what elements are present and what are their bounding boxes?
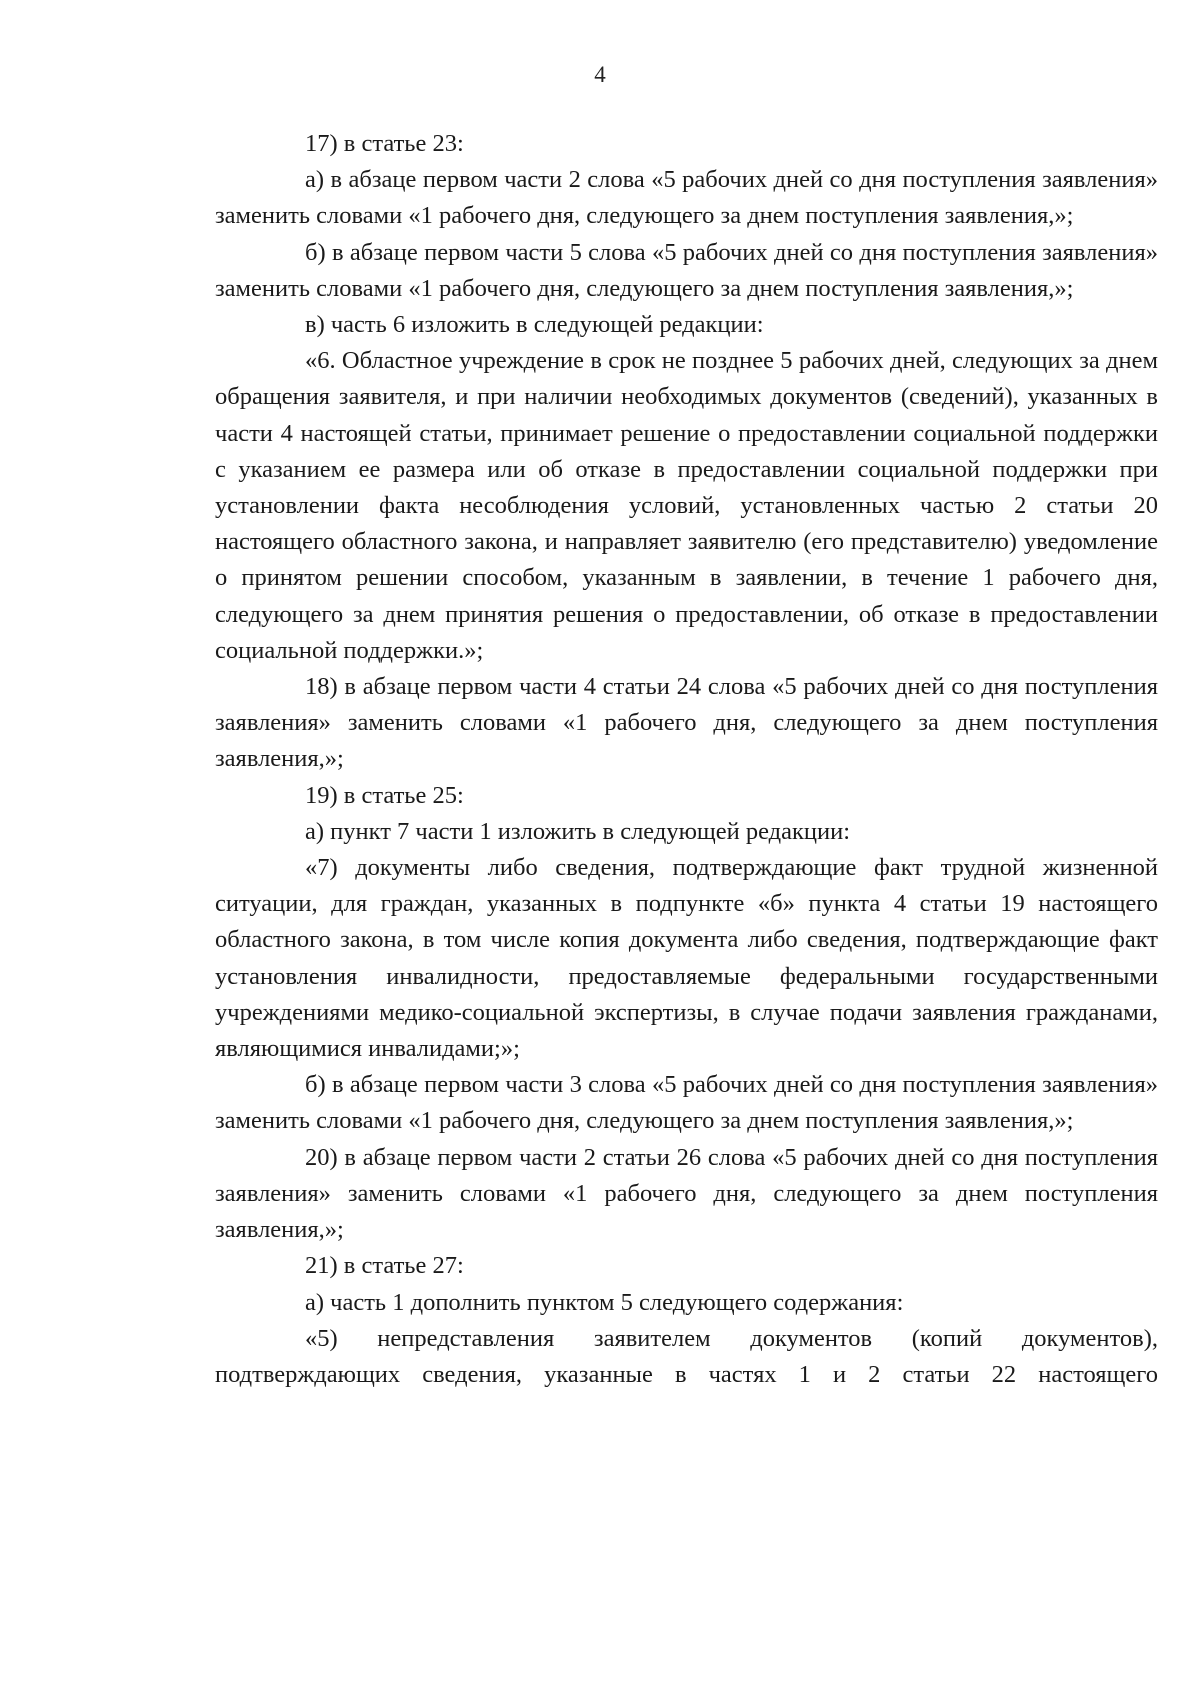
- paragraph-17-b: б) в абзаце первом части 5 слова «5 рабочих дней со дня поступления заявления» заменить словами «1 рабочего дня, следующего за днем поступления заявления,»;: [215, 238, 1158, 302]
- paragraph-item-19: 19) в статье 25:: [305, 781, 464, 809]
- paragraph-part-6-text: «6. Областное учреждение в срок не позднее 5 рабочих дней, следующих за днем обращения заявителя, и при наличии необходимых документов (сведений), указанных в части 4 настоящей статьи, принимает решение о предоставлении социальной поддержки с указанием ее размера или об отказе в предоставлении социальной поддержки при установлении факта несоблюдения условий, установленных частью 2 статьи 20 настоящего областного закона, и направляет заявителю (его представителю) уведомление о принятом решении способом, указанным в заявлении, в течение 1 рабочего дня, следующего за днем принятия решения о предоставлении, об отказе в предоставлении социальной поддержки.»;: [215, 347, 1158, 664]
- paragraph-17-a: а) в абзаце первом части 2 слова «5 рабочих дней со дня поступления заявления» заменить словами «1 рабочего дня, следующего за днем поступления заявления,»;: [215, 166, 1158, 230]
- paragraph-19-a: а) пункт 7 части 1 изложить в следующей редакции:: [305, 817, 851, 845]
- paragraph-point-7-text: «7) документы либо сведения, подтверждающие факт трудной жизненной ситуации, для граждан, указанных в подпункте «б» пункта 4 статьи 19 настоящего областного закона, в том числе копия документа либо сведения, подтверждающие факт установления инвалидности, предоставляемые федеральными государственными учреждениями медико-социальной экспертизы, в случае подачи заявления гражданами, являющимися инвалидами;»;: [215, 854, 1158, 1063]
- document-body: [215, 126, 1158, 1393]
- paragraph-item-20: 20) в абзаце первом части 2 статьи 26 слова «5 рабочих дней со дня поступления заявления» заменить словами «1 рабочего дня, следующего за днем поступления заявления,»;: [215, 1143, 1158, 1244]
- paragraph-19-b: б) в абзаце первом части 3 слова «5 рабочих дней со дня поступления заявления» заменить словами «1 рабочего дня, следующего за днем поступления заявления,»;: [215, 1071, 1158, 1135]
- paragraph-point-5-text: «5) непредставления заявителем документов (копий документов), подтверждающих сведения, указанные в частях 1 и 2 статьи 22 настоящего: [215, 1324, 1158, 1388]
- paragraph-17-v: в) часть 6 изложить в следующей редакции:: [305, 311, 764, 339]
- paragraph-item-17: 17) в статье 23:: [305, 130, 464, 157]
- paragraph-item-18: 18) в абзаце первом части 4 статьи 24 слова «5 рабочих дней со дня поступления заявления» заменить словами «1 рабочего дня, следующего за днем поступления заявления,»;: [215, 673, 1158, 773]
- paragraph-item-21: 21) в статье 27:: [305, 1252, 464, 1280]
- page-number: 4: [594, 62, 606, 87]
- paragraph-21-a: а) часть 1 дополнить пунктом 5 следующего содержания:: [305, 1288, 904, 1316]
